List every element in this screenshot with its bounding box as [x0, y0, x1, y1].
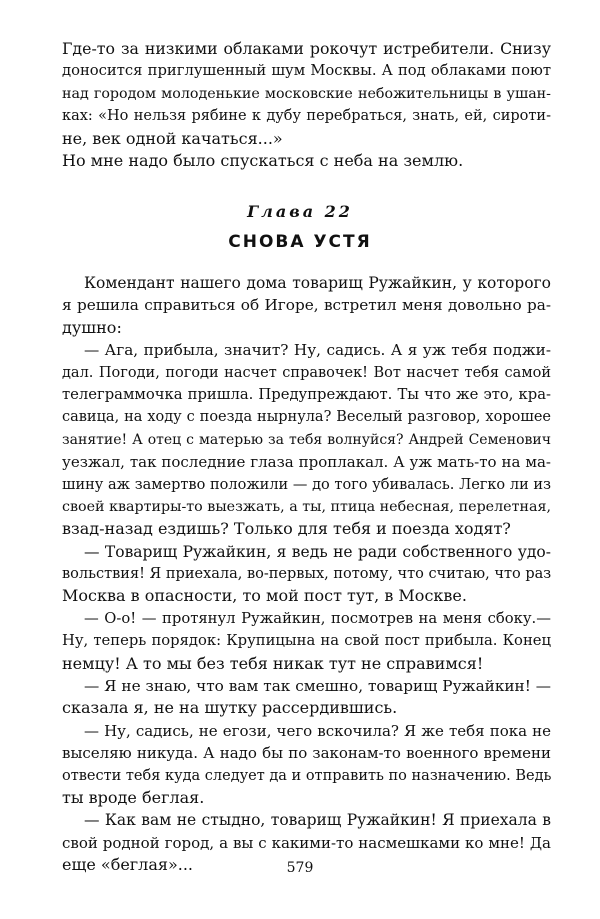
text-line: шину аж замертво положили — до того убивалась. Легко ли из: [62, 476, 551, 493]
paragraph: [62, 339, 551, 541]
text-line: Но мне надо было спускаться с неба на землю.: [62, 150, 464, 170]
chapter-label: Глава 22: [247, 202, 353, 221]
text-line: ках: «Но нельзя рябине к дубу перебраться, знать, ей, сироти-: [62, 108, 551, 125]
text-line: ты вроде беглая.: [62, 787, 205, 807]
chapter-body: [62, 272, 551, 877]
text-line: — Ага, прибыла, значит? Ну, садись. А я уж тебя поджи-: [84, 341, 551, 360]
page-number: 579: [286, 860, 314, 876]
text-line: взад-назад ездишь? Только для тебя и поезда ходят?: [62, 519, 511, 539]
text-line: своей квартиры-то выезжать, а ты, птица небесная, перелетная,: [62, 498, 551, 515]
text-line: — Как вам не стыдно, товарищ Ружайкин! Я приехала в: [84, 811, 551, 830]
text-line: немцу! А то мы без тебя никак тут не справимся!: [62, 653, 484, 673]
text-line: душно:: [62, 317, 122, 337]
text-line: — Я не знаю, что вам так смешно, товарищ Ружайкин! —: [84, 677, 551, 696]
text-line: савица, на ходу с поезда нырнула? Веселый разговор, хорошее: [62, 409, 551, 426]
text-line: доносится приглушенный шум Москвы. А под облаками поют: [62, 62, 551, 80]
text-line: Где-то за низкими облаками рокочут истребители. Снизу: [62, 39, 551, 58]
paragraph: [62, 272, 551, 339]
text-line: вольствия! Я приехала, во-первых, потому, что считаю, что раз: [62, 566, 552, 583]
chapter-title: СНОВА УСТЯ: [228, 232, 372, 252]
text-line: — Товарищ Ружайкин, я ведь не ради собственного удо-: [84, 542, 551, 561]
text-line: я решила справиться об Игоре, встретил меня довольно ра-: [62, 296, 551, 315]
paragraph: [62, 720, 551, 810]
text-line: сказала я, не на шутку рассердившись.: [62, 698, 398, 718]
text-line: Москва в опасности, то мой пост тут, в Москве.: [62, 586, 467, 606]
text-line: занятие! А отец с матерью за тебя волнуйся? Андрей Семенович: [62, 431, 551, 448]
text-line: над городом молоденькие московские небожительницы в ушан-: [62, 85, 551, 102]
intro-paragraph: [62, 38, 551, 172]
text-line: не, век одной качаться...»: [62, 128, 283, 148]
text-line: дал. Погоди, погоди насчет справочек! Вот насчет тебя самой: [62, 364, 551, 381]
text-line: отвести тебя куда следует да и отправить по назначению. Ведь: [62, 767, 552, 784]
text-line: выселяю никуда. А надо бы по законам-то военного времени: [62, 744, 551, 763]
text-line: Ну, теперь порядок: Крупицына на свой пост прибыла. Конец: [62, 632, 551, 650]
text-line: телеграммочка пришла. Предупреждают. Ты что же это, кра-: [62, 385, 551, 403]
text-line: — О-о! — протянул Ружайкин, посмотрев на меня сбоку.—: [84, 609, 551, 627]
paragraph: [62, 675, 551, 720]
text-line: еще «беглая»...: [62, 855, 194, 875]
text-line: — Ну, садись, не егози, чего вскочила? Я же тебя пока не: [84, 721, 551, 740]
text-line: уезжал, так последние глаза проплакал. А уж мать-то на ма-: [62, 453, 551, 472]
paragraph: [62, 541, 551, 608]
text-line: свой родной город, а вы с какими-то насмешками ко мне! Да: [62, 833, 551, 852]
paragraph: [62, 608, 551, 675]
text-line: Комендант нашего дома товарищ Ружайкин, у которого: [84, 274, 551, 292]
